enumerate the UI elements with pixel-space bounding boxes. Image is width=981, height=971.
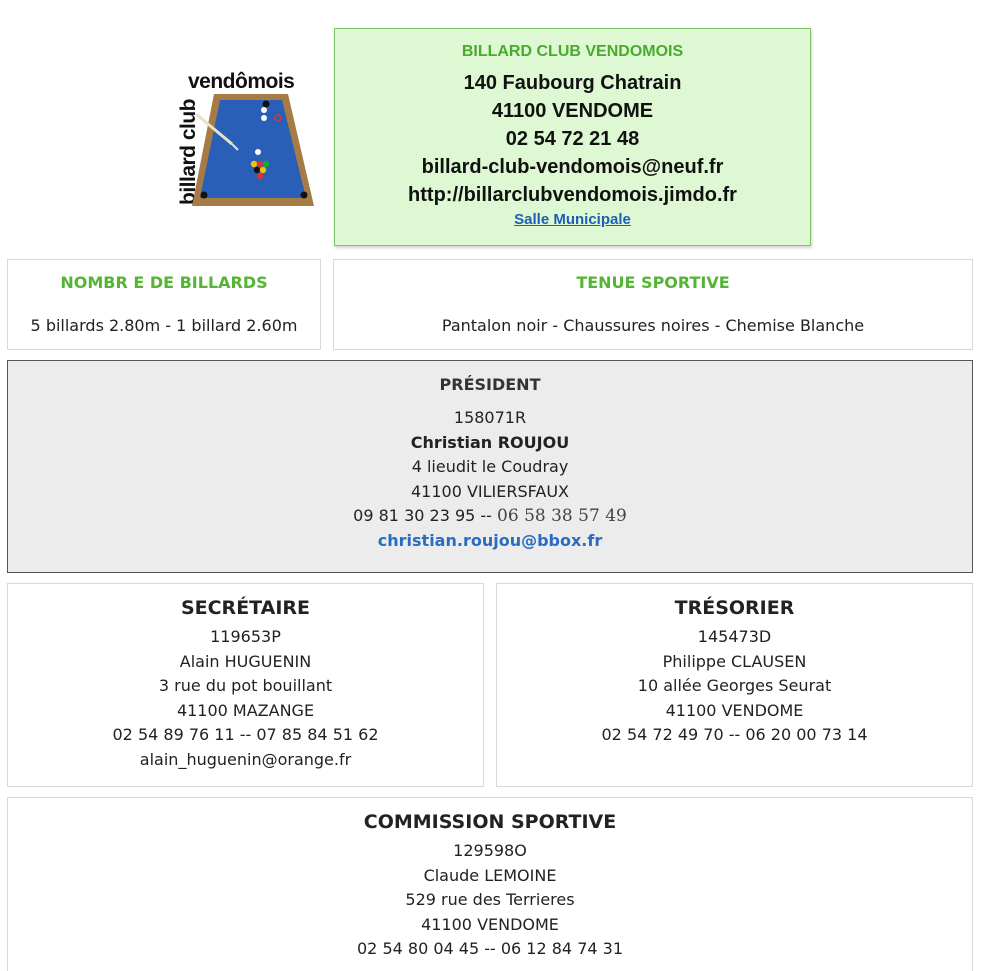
- commission-city: 41100 VENDOME: [421, 914, 559, 934]
- billards-box: [7, 259, 321, 350]
- president-title: PRÉSIDENT: [439, 375, 541, 394]
- president-name: Christian ROUJOU: [410, 432, 570, 452]
- tresorier-address: 10 allée Georges Seurat: [637, 676, 832, 695]
- logo-text-side: billard club: [177, 98, 201, 206]
- tenue-box: [333, 259, 973, 350]
- salle-municipale-link[interactable]: Salle Municipale: [514, 211, 631, 228]
- club-city: 41100 VENDOME: [491, 100, 654, 122]
- tresorier-phones: 02 54 72 49 70 -- 06 20 00 73 14: [601, 725, 868, 744]
- commission-address: 529 rue des Terrieres: [405, 890, 575, 909]
- secretaire-phones: 02 54 89 76 11 -- 07 85 84 51 62: [112, 725, 379, 744]
- logo-text-top: vendômois: [188, 70, 295, 93]
- club-website: http://billarclubvendomois.jimdo.fr: [408, 184, 737, 206]
- president-phone1: 09 81 30 23 95 --: [353, 506, 492, 525]
- secretaire-city: 41100 MAZANGE: [176, 700, 315, 720]
- secretaire-name: Alain HUGUENIN: [179, 651, 312, 671]
- club-phone: 02 54 72 21 48: [505, 128, 640, 150]
- president-phones: [8, 504, 972, 529]
- tresorier-title: TRÉSORIER: [674, 597, 795, 619]
- commission-license: 129598O: [453, 841, 527, 860]
- president-address: 4 lieudit le Coudray: [411, 457, 569, 476]
- tenue-text: Pantalon noir - Chaussures noires - Chemise Blanche: [441, 316, 865, 335]
- commission-name: Claude LEMOINE: [423, 865, 557, 885]
- tresorier-license: 145473D: [697, 627, 772, 646]
- secretaire-title: SECRÉTAIRE: [180, 597, 311, 619]
- billiard-table-icon: [192, 92, 316, 210]
- commission-box: [7, 797, 973, 971]
- secretaire-email: alain_huguenin@orange.fr: [139, 749, 352, 769]
- club-email: billard-club-vendomois@neuf.fr: [421, 156, 724, 178]
- tresorier-box: [496, 583, 973, 787]
- president-phone2: 06 58 38 57 49: [497, 506, 627, 526]
- commission-title: COMMISSION SPORTIVE: [363, 811, 617, 833]
- tenue-title: TENUE SPORTIVE: [576, 273, 730, 292]
- president-city: 41100 VILIERSFAUX: [410, 481, 569, 501]
- club-info-box: [334, 28, 811, 246]
- tresorier-name: Philippe CLAUSEN: [662, 651, 807, 671]
- president-license: 158071R: [453, 408, 527, 427]
- billards-text: 5 billards 2.80m - 1 billard 2.60m: [30, 316, 298, 335]
- club-logo: [166, 70, 316, 210]
- secretaire-box: [7, 583, 484, 787]
- president-email[interactable]: christian.roujou@bbox.fr: [377, 530, 603, 550]
- club-title: BILLARD CLUB VENDOMOIS: [461, 43, 684, 60]
- commission-phones: 02 54 80 04 45 -- 06 12 84 74 31: [357, 939, 623, 958]
- secretaire-address: 3 rue du pot bouillant: [158, 676, 333, 695]
- billards-title: NOMBR E DE BILLARDS: [60, 273, 268, 292]
- president-box: [7, 360, 973, 573]
- club-address: 140 Faubourg Chatrain: [463, 72, 682, 94]
- tresorier-city: 41100 VENDOME: [665, 700, 804, 720]
- secretaire-license: 119653P: [210, 627, 281, 646]
